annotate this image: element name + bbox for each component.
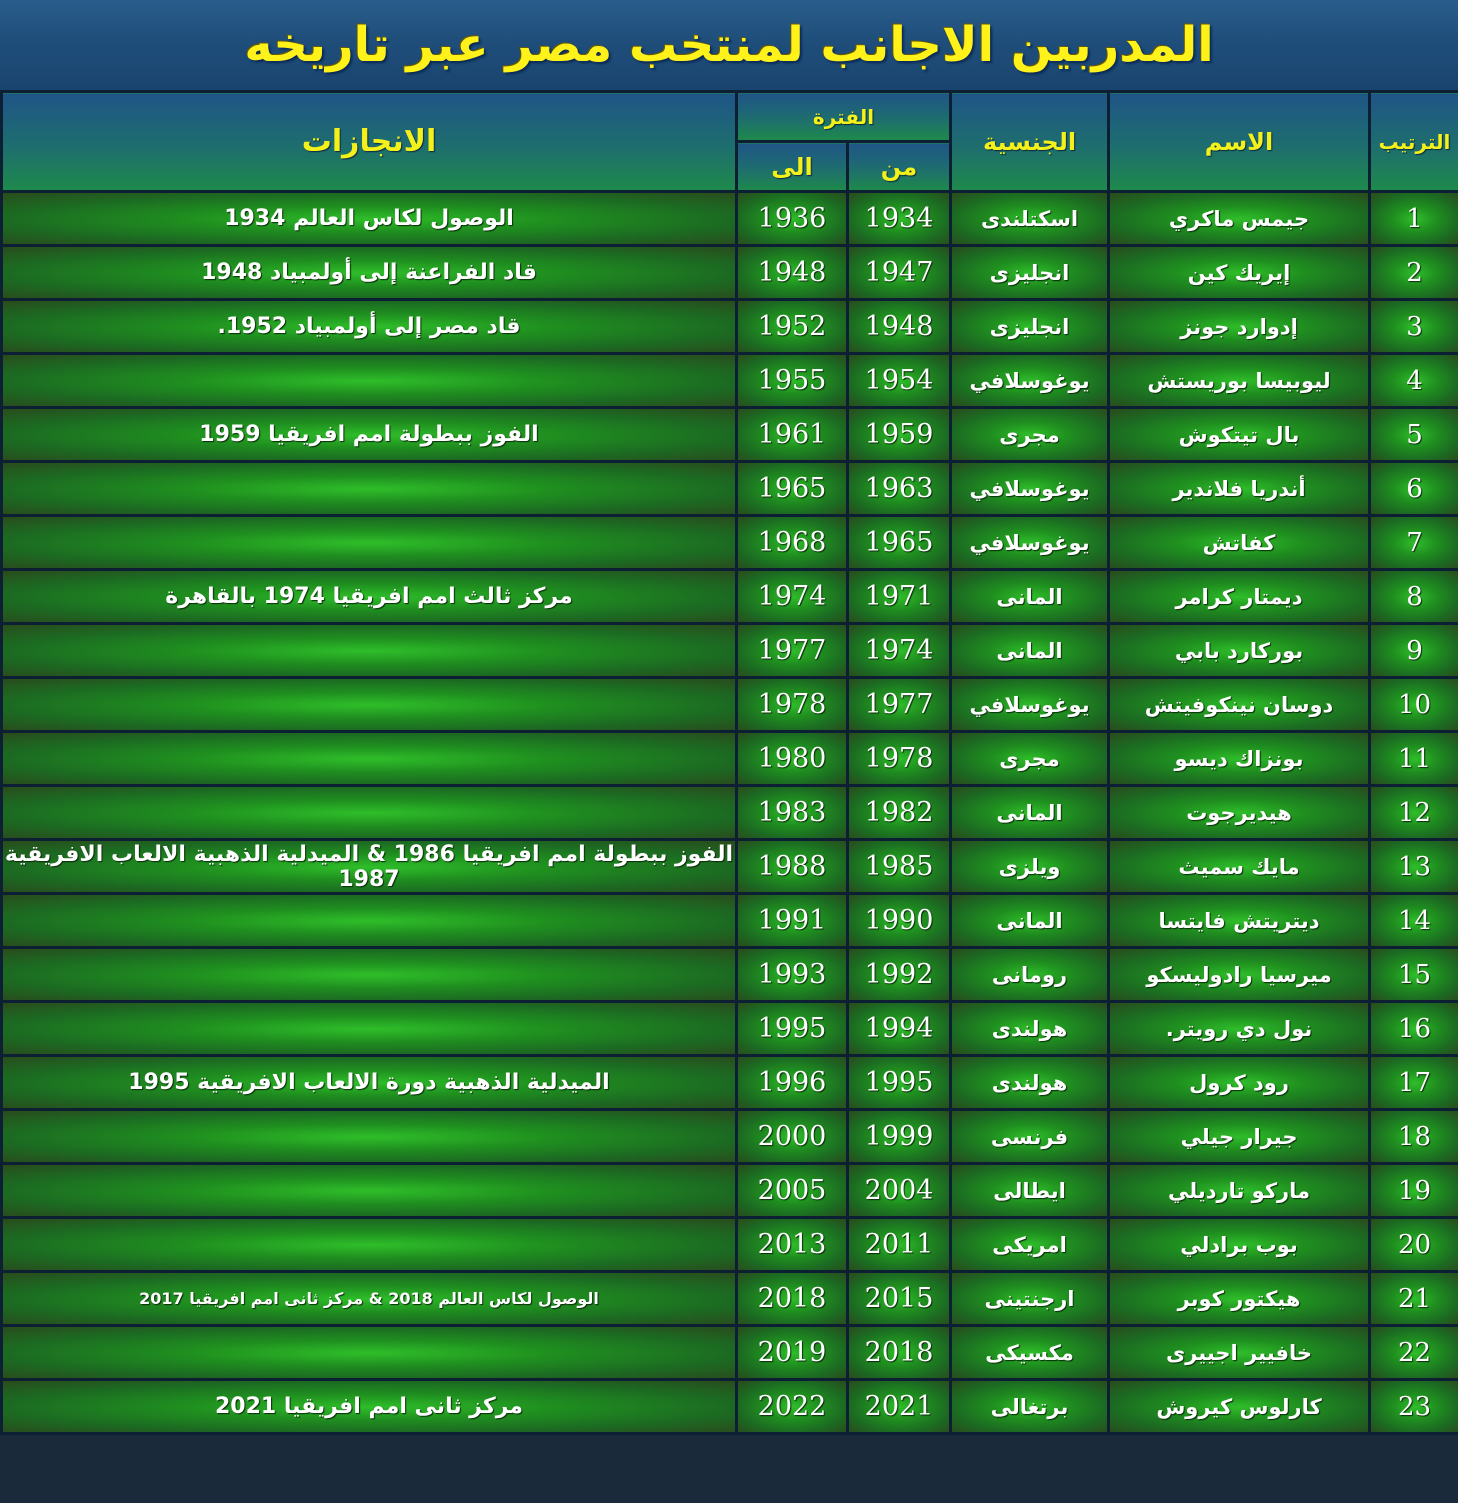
cell-name: أندريا فلاندير xyxy=(1109,462,1370,516)
cell-to: 1995 xyxy=(737,1002,848,1056)
cell-name: بال تيتكوش xyxy=(1109,408,1370,462)
cell-achievement: الميدلية الذهبية دورة الالعاب الافريقية 1995 xyxy=(2,1056,737,1110)
table-row xyxy=(2,1110,1458,1164)
cell-achievement xyxy=(2,732,737,786)
cell-to: 2013 xyxy=(737,1218,848,1272)
cell-nationality: انجليزى xyxy=(951,300,1109,354)
cell-from: 1965 xyxy=(848,516,951,570)
cell-nationality: امريكى xyxy=(951,1218,1109,1272)
cell-achievement xyxy=(2,1110,737,1164)
cell-nationality: ارجنتينى xyxy=(951,1272,1109,1326)
cell-nationality: رومانى xyxy=(951,948,1109,1002)
cell-nationality: فرنسى xyxy=(951,1110,1109,1164)
cell-achievement: قاد الفراعنة إلى أولمبياد 1948 xyxy=(2,246,737,300)
cell-from: 2018 xyxy=(848,1326,951,1380)
cell-rank: 13 xyxy=(1370,840,1458,894)
cell-name: بونزاك ديسو xyxy=(1109,732,1370,786)
cell-rank: 15 xyxy=(1370,948,1458,1002)
cell-achievement xyxy=(2,1164,737,1218)
cell-rank: 17 xyxy=(1370,1056,1458,1110)
table-row xyxy=(2,570,1458,624)
cell-from: 1982 xyxy=(848,786,951,840)
cell-to: 1965 xyxy=(737,462,848,516)
cell-from: 1948 xyxy=(848,300,951,354)
cell-to: 1968 xyxy=(737,516,848,570)
cell-nationality: اسكتلندى xyxy=(951,192,1109,246)
header-to: الى xyxy=(737,142,848,192)
table-row xyxy=(2,300,1458,354)
cell-nationality: المانى xyxy=(951,624,1109,678)
cell-from: 1971 xyxy=(848,570,951,624)
cell-achievement xyxy=(2,894,737,948)
table-row xyxy=(2,678,1458,732)
cell-rank: 1 xyxy=(1370,192,1458,246)
cell-nationality: ويلزى xyxy=(951,840,1109,894)
table-row xyxy=(2,1218,1458,1272)
cell-rank: 5 xyxy=(1370,408,1458,462)
cell-rank: 14 xyxy=(1370,894,1458,948)
cell-to: 1983 xyxy=(737,786,848,840)
cell-from: 2015 xyxy=(848,1272,951,1326)
cell-from: 2004 xyxy=(848,1164,951,1218)
cell-rank: 20 xyxy=(1370,1218,1458,1272)
cell-from: 1977 xyxy=(848,678,951,732)
cell-name: ديمتار كرامر xyxy=(1109,570,1370,624)
cell-nationality: انجليزى xyxy=(951,246,1109,300)
cell-name: ليوبيسا بوريستش xyxy=(1109,354,1370,408)
cell-nationality: المانى xyxy=(951,786,1109,840)
table-row xyxy=(2,408,1458,462)
cell-achievement: الفوز ببطولة امم افريقيا 1959 xyxy=(2,408,737,462)
cell-nationality: ايطالى xyxy=(951,1164,1109,1218)
header-achievements: الانجازات xyxy=(2,92,737,192)
table-row xyxy=(2,894,1458,948)
cell-nationality: مجرى xyxy=(951,732,1109,786)
cell-from: 1990 xyxy=(848,894,951,948)
cell-to: 2018 xyxy=(737,1272,848,1326)
cell-nationality: يوغوسلافي xyxy=(951,516,1109,570)
cell-name: بوركارد بابي xyxy=(1109,624,1370,678)
cell-achievement xyxy=(2,462,737,516)
cell-achievement xyxy=(2,786,737,840)
cell-to: 1955 xyxy=(737,354,848,408)
cell-achievement: مركز ثانى امم افريقيا 2021 xyxy=(2,1380,737,1434)
cell-nationality: يوغوسلافي xyxy=(951,354,1109,408)
cell-to: 1996 xyxy=(737,1056,848,1110)
cell-to: 1974 xyxy=(737,570,848,624)
cell-from: 2021 xyxy=(848,1380,951,1434)
cell-rank: 11 xyxy=(1370,732,1458,786)
table-row xyxy=(2,1326,1458,1380)
cell-achievement: الوصول لكاس العالم 1934 xyxy=(2,192,737,246)
cell-name: خافيير اجييرى xyxy=(1109,1326,1370,1380)
cell-achievement xyxy=(2,1002,737,1056)
header-name: الاسم xyxy=(1109,92,1370,192)
cell-from: 1978 xyxy=(848,732,951,786)
table-row xyxy=(2,732,1458,786)
table-body xyxy=(2,192,1458,1434)
table-row xyxy=(2,516,1458,570)
cell-rank: 19 xyxy=(1370,1164,1458,1218)
table-row xyxy=(2,354,1458,408)
cell-rank: 4 xyxy=(1370,354,1458,408)
header-rank: الترتيب xyxy=(1370,92,1458,192)
title-banner xyxy=(0,0,1458,93)
cell-nationality: مكسيكى xyxy=(951,1326,1109,1380)
cell-name: ميرسيا رادوليسكو xyxy=(1109,948,1370,1002)
cell-rank: 3 xyxy=(1370,300,1458,354)
cell-to: 1961 xyxy=(737,408,848,462)
cell-rank: 9 xyxy=(1370,624,1458,678)
page-title: المدربين الاجانب لمنتخب مصر عبر تاريخه xyxy=(244,17,1214,73)
cell-to: 1978 xyxy=(737,678,848,732)
cell-rank: 8 xyxy=(1370,570,1458,624)
cell-achievement xyxy=(2,1218,737,1272)
cell-from: 1999 xyxy=(848,1110,951,1164)
cell-name: إيريك كين xyxy=(1109,246,1370,300)
cell-achievement xyxy=(2,948,737,1002)
cell-to: 1988 xyxy=(737,840,848,894)
cell-to: 2000 xyxy=(737,1110,848,1164)
cell-achievement xyxy=(2,678,737,732)
cell-rank: 22 xyxy=(1370,1326,1458,1380)
cell-to: 1948 xyxy=(737,246,848,300)
table-row xyxy=(2,948,1458,1002)
cell-achievement: الفوز ببطولة امم افريقيا 1986 & الميدلية الذهبية الالعاب الافريقية 1987 xyxy=(2,840,737,894)
cell-from: 1994 xyxy=(848,1002,951,1056)
cell-name: كارلوس كيروش xyxy=(1109,1380,1370,1434)
cell-name: دوسان نينكوفيتش xyxy=(1109,678,1370,732)
table-row xyxy=(2,840,1458,894)
header-nationality: الجنسية xyxy=(951,92,1109,192)
table-row xyxy=(2,624,1458,678)
cell-achievement xyxy=(2,354,737,408)
cell-achievement: قاد مصر إلى أولمبياد 1952. xyxy=(2,300,737,354)
cell-from: 1974 xyxy=(848,624,951,678)
cell-rank: 7 xyxy=(1370,516,1458,570)
cell-to: 1991 xyxy=(737,894,848,948)
table-row xyxy=(2,1380,1458,1434)
cell-achievement xyxy=(2,624,737,678)
cell-to: 2005 xyxy=(737,1164,848,1218)
table-row xyxy=(2,192,1458,246)
cell-to: 2019 xyxy=(737,1326,848,1380)
header-from: من xyxy=(848,142,951,192)
cell-from: 1995 xyxy=(848,1056,951,1110)
cell-to: 1936 xyxy=(737,192,848,246)
cell-nationality: برتغالى xyxy=(951,1380,1109,1434)
cell-rank: 12 xyxy=(1370,786,1458,840)
cell-rank: 10 xyxy=(1370,678,1458,732)
cell-from: 2011 xyxy=(848,1218,951,1272)
table-row xyxy=(2,1002,1458,1056)
cell-nationality: المانى xyxy=(951,894,1109,948)
cell-nationality: هولندى xyxy=(951,1002,1109,1056)
cell-name: رود كرول xyxy=(1109,1056,1370,1110)
cell-name: ماركو تارديلي xyxy=(1109,1164,1370,1218)
cell-from: 1947 xyxy=(848,246,951,300)
cell-to: 1980 xyxy=(737,732,848,786)
cell-name: إدوارد جونز xyxy=(1109,300,1370,354)
cell-to: 2022 xyxy=(737,1380,848,1434)
cell-from: 1992 xyxy=(848,948,951,1002)
cell-name: هيديرجوت xyxy=(1109,786,1370,840)
table-row xyxy=(2,1164,1458,1218)
table-row xyxy=(2,1056,1458,1110)
table-row xyxy=(2,1272,1458,1326)
table-row xyxy=(2,246,1458,300)
cell-name: بوب برادلي xyxy=(1109,1218,1370,1272)
table-row xyxy=(2,462,1458,516)
cell-name: هيكتور كوبر xyxy=(1109,1272,1370,1326)
cell-rank: 21 xyxy=(1370,1272,1458,1326)
header-period: الفترة xyxy=(737,92,951,142)
cell-name: نول دي رويتر. xyxy=(1109,1002,1370,1056)
cell-nationality: المانى xyxy=(951,570,1109,624)
cell-name: ديتريتش فايتسا xyxy=(1109,894,1370,948)
cell-from: 1959 xyxy=(848,408,951,462)
cell-achievement xyxy=(2,1326,737,1380)
cell-nationality: هولندى xyxy=(951,1056,1109,1110)
cell-from: 1985 xyxy=(848,840,951,894)
cell-name: جيمس ماكري xyxy=(1109,192,1370,246)
cell-achievement xyxy=(2,516,737,570)
cell-rank: 6 xyxy=(1370,462,1458,516)
cell-from: 1963 xyxy=(848,462,951,516)
cell-achievement: مركز ثالث امم افريقيا 1974 بالقاهرة xyxy=(2,570,737,624)
coaches-table xyxy=(0,90,1458,1435)
cell-from: 1934 xyxy=(848,192,951,246)
cell-name: مايك سميث xyxy=(1109,840,1370,894)
cell-name: جيرار جيلي xyxy=(1109,1110,1370,1164)
cell-rank: 23 xyxy=(1370,1380,1458,1434)
cell-from: 1954 xyxy=(848,354,951,408)
cell-to: 1952 xyxy=(737,300,848,354)
cell-rank: 18 xyxy=(1370,1110,1458,1164)
cell-to: 1993 xyxy=(737,948,848,1002)
cell-rank: 16 xyxy=(1370,1002,1458,1056)
cell-name: كفاتش xyxy=(1109,516,1370,570)
cell-achievement: الوصول لكاس العالم 2018 & مركز ثانى امم افريقيا 2017 xyxy=(2,1272,737,1326)
cell-nationality: يوغوسلافي xyxy=(951,678,1109,732)
cell-nationality: مجرى xyxy=(951,408,1109,462)
cell-to: 1977 xyxy=(737,624,848,678)
table-row xyxy=(2,786,1458,840)
cell-rank: 2 xyxy=(1370,246,1458,300)
cell-nationality: يوغوسلافي xyxy=(951,462,1109,516)
